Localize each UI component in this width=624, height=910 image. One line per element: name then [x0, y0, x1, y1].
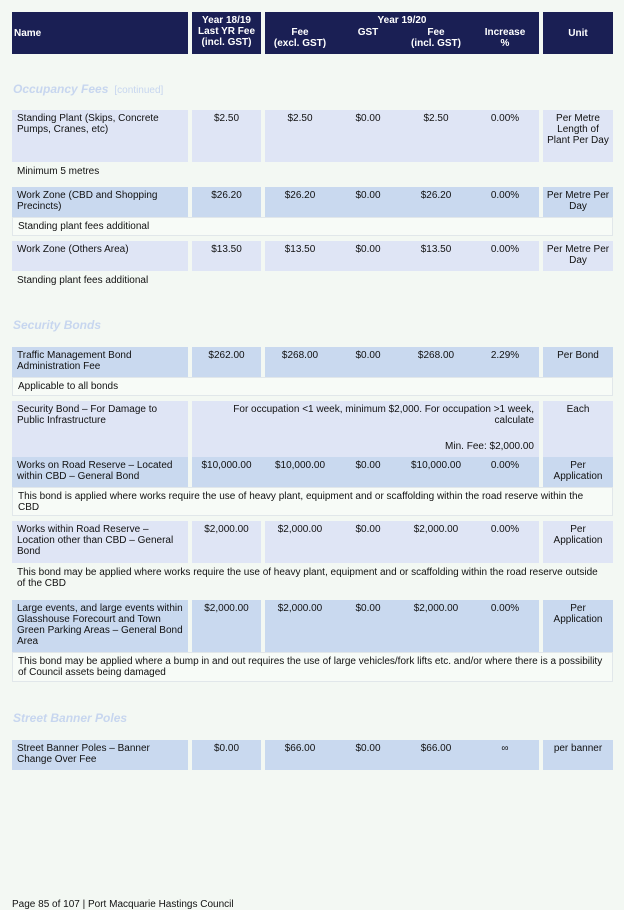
cell-name: Street Banner Poles – Banner Change Over Fee [12, 740, 188, 770]
cell-last-year: $2.50 [192, 110, 261, 162]
cell-name: Works on Road Reserve – Located within CBD – General Bond [12, 457, 188, 487]
cell-unit: Per Metre Per Day [543, 241, 613, 271]
cell-min-fee: Min. Fee: $2,000.00 [445, 441, 534, 452]
cell-fee-excl: $66.00 [284, 743, 316, 754]
column-header-last-year [192, 12, 261, 54]
section-banner-title: Street Banner Poles [13, 711, 128, 725]
row-note-work-zone-cbd: Standing plant fees additional [12, 217, 613, 236]
cell-name: Standing Plant (Skips, Concrete Pumps, Cranes, etc) [12, 110, 188, 162]
cell-last-year: $26.20 [192, 187, 261, 217]
last-year-line1: Year 18/19 [202, 15, 251, 26]
section-security-title: Security Bonds [13, 318, 102, 332]
cell-unit: Per Metre Per Day [543, 187, 613, 217]
column-header-unit-label: Unit [568, 27, 588, 39]
cell-name: Traffic Management Bond Administration Fee [12, 347, 188, 377]
section-title-banner [13, 711, 127, 725]
cell-unit: Per Bond [543, 347, 613, 377]
column-header-unit [543, 12, 613, 54]
cell-span-description [192, 401, 539, 429]
cell-gst: $0.00 [355, 190, 381, 201]
increase-line2: % [500, 38, 510, 49]
span-line2: calculate [494, 415, 534, 426]
cell-last-year: $0.00 [192, 740, 261, 770]
cell-increase: 0.00% [490, 244, 520, 255]
section-title-security [13, 318, 101, 332]
cell-fee-excl: $268.00 [281, 350, 319, 361]
cell-unit: Each [543, 401, 613, 457]
cell-fee-excl: $10,000.00 [274, 460, 326, 471]
cell-unit: Per Application [543, 600, 613, 652]
cell-increase: 0.00% [490, 460, 520, 471]
cell-last-year: $2,000.00 [192, 521, 261, 563]
row-note-large-events: This bond may be applied where a bump in and out requires the use of large vehicles/fork lifts etc. and/or where there is a possibility of Council assets being damaged [12, 652, 613, 682]
column-header-name-label: Name [14, 27, 42, 39]
cell-fee-excl: $2,000.00 [277, 603, 323, 614]
row-note-works-cbd: This bond is applied where works require the use of heavy plant, equipment and or scaffolding within the road reserve within the CBD [12, 487, 613, 516]
cell-name: Security Bond – For Damage to Public Infrastructure [12, 401, 188, 457]
fee-excl-line1: Fee [291, 27, 309, 38]
cell-name: Works within Road Reserve – Location other than CBD – General Bond [12, 521, 188, 563]
cell-fee-incl: $26.20 [420, 190, 452, 201]
section-occupancy-title: Occupancy Fees [13, 82, 109, 96]
cell-gst: $0.00 [355, 113, 381, 124]
cell-increase: 2.29% [490, 350, 520, 361]
cell-fee-incl: $2,000.00 [413, 603, 459, 614]
cell-name: Large events, and large events within Glasshouse Forecourt and Town Green Parking Areas – General Bond Area [12, 600, 188, 652]
fee-excl-line2: (excl. GST) [273, 38, 327, 49]
cell-fee-excl: $2,000.00 [277, 524, 323, 535]
cell-gst: $0.00 [355, 743, 381, 754]
cell-name: Work Zone (Others Area) [12, 241, 188, 271]
cell-fee-excl: $13.50 [284, 244, 316, 255]
cell-fee-incl: $268.00 [417, 350, 455, 361]
cell-unit: Per Metre Length of Plant Per Day [543, 110, 613, 162]
section-occupancy-suffix: [continued] [114, 85, 164, 96]
column-header-increase [471, 27, 539, 49]
row-note-works-other: This bond may be applied where works require the use of heavy plant, equipment and or scaffolding within the road reserve outside of the CBD [17, 567, 598, 589]
cell-last-year: $2,000.00 [192, 600, 261, 652]
cell-fee-excl: $2.50 [287, 113, 313, 124]
cell-unit: per banner [543, 740, 613, 770]
row-note-standing-plant: Minimum 5 metres [17, 166, 100, 177]
cell-fee-excl: $26.20 [284, 190, 316, 201]
cell-name: Work Zone (CBD and Shopping Precincts) [12, 187, 188, 217]
cell-last-year: $262.00 [192, 347, 261, 377]
year-19-20-label: Year 19/20 [377, 15, 427, 26]
cell-fee-incl: $2,000.00 [413, 524, 459, 535]
cell-last-year: $13.50 [192, 241, 261, 271]
cell-fee-incl: $10,000.00 [410, 460, 462, 471]
cell-increase: ∞ [501, 743, 509, 754]
cell-increase: 0.00% [490, 603, 520, 614]
cell-gst: $0.00 [355, 603, 381, 614]
cell-gst: $0.00 [355, 244, 381, 255]
column-header-name [12, 12, 188, 54]
fee-incl-line2: (incl. GST) [411, 38, 461, 49]
section-title-occupancy [13, 82, 163, 96]
column-header-fee-incl [401, 27, 471, 49]
row-note-work-zone-others: Standing plant fees additional [17, 275, 149, 286]
cell-gst: $0.00 [355, 524, 381, 535]
cell-fee-incl: $2.50 [423, 113, 449, 124]
increase-line1: Increase [484, 27, 526, 38]
cell-fee-incl: $13.50 [420, 244, 452, 255]
cell-unit: Per Application [543, 457, 613, 487]
cell-fee-incl: $66.00 [420, 743, 452, 754]
cell-increase: 0.00% [490, 113, 520, 124]
cell-gst: $0.00 [355, 350, 381, 361]
fee-incl-line1: Fee [427, 27, 445, 38]
cell-increase: 0.00% [490, 524, 520, 535]
cell-increase: 0.00% [490, 190, 520, 201]
row-note-traffic-bond: Applicable to all bonds [12, 377, 613, 396]
column-header-year-19-20 [265, 12, 539, 54]
cell-last-year: $10,000.00 [201, 460, 252, 471]
gst-label: GST [357, 27, 379, 38]
cell-gst: $0.00 [355, 460, 381, 471]
page-footer: Page 85 of 107 | Port Macquarie Hastings Council [12, 899, 234, 910]
column-header-fee-excl [265, 27, 335, 49]
last-year-line2: Last YR Fee [197, 26, 256, 37]
span-line1: For occupation <1 week, minimum $2,000. For occupation >1 week, [233, 404, 534, 415]
last-year-line3: (incl. GST) [201, 37, 252, 48]
column-header-gst [335, 27, 401, 38]
cell-unit: Per Application [543, 521, 613, 563]
